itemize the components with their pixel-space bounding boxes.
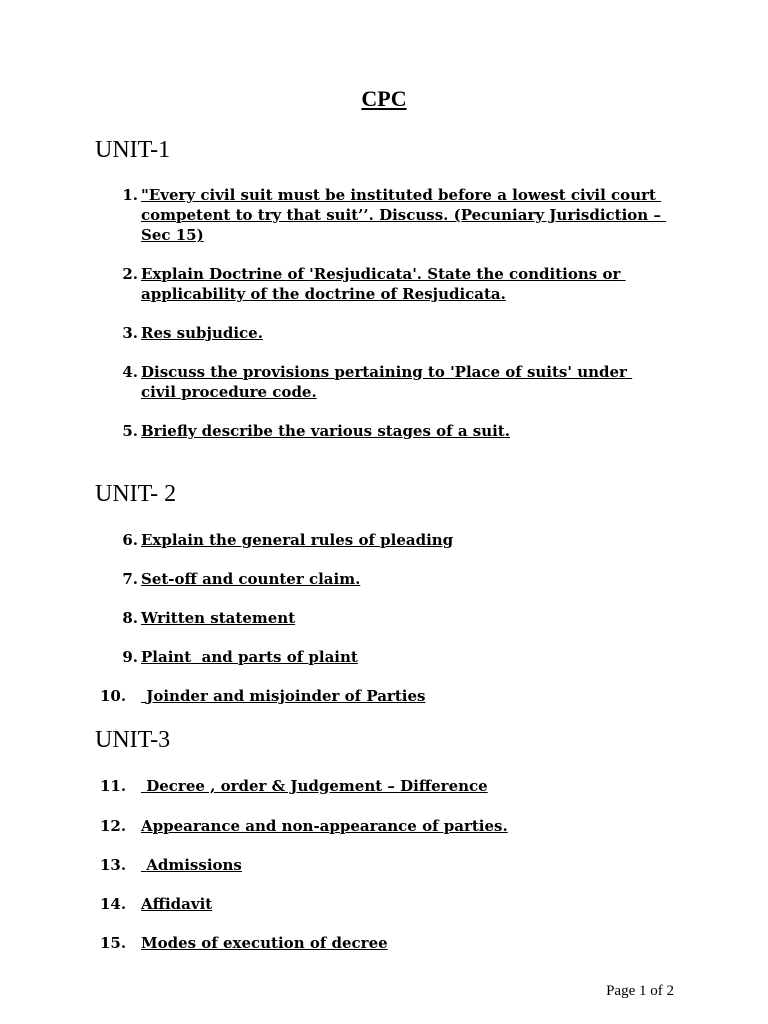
question-number: 11. xyxy=(100,777,127,795)
question-text: Explain the general rules of pleading xyxy=(141,531,454,549)
question-text: Appearance and non-appearance of parties. xyxy=(141,817,508,835)
question-text: Affidavit xyxy=(141,895,213,913)
question-number: 13. xyxy=(100,856,127,874)
question-text: Discuss the provisions pertaining to 'Place of suits' under civil procedure code. xyxy=(141,363,633,401)
question-number: 14. xyxy=(100,895,127,913)
page-number-footer: Page 1 of 2 xyxy=(606,983,674,999)
question-text: Written statement xyxy=(141,609,296,627)
question-number: 10. xyxy=(100,687,127,705)
question-text: "Every civil suit must be instituted before a lowest civil court competent to try that suit’’. Discuss. (Pecuniary Jurisdiction – Sec 15) xyxy=(141,186,667,244)
unit-heading-1: UNIT-1 xyxy=(95,137,171,163)
question-text: Res subjudice. xyxy=(141,324,263,342)
question-number: 15. xyxy=(100,934,127,952)
question-text: Briefly describe the various stages of a suit. xyxy=(141,422,510,440)
question-number: 2. xyxy=(122,265,138,283)
question-number: 4. xyxy=(122,363,138,381)
unit-heading-2: UNIT- 2 xyxy=(95,481,177,507)
question-text: Admissions xyxy=(141,856,242,874)
question-text: Explain Doctrine of 'Resjudicata'. State the conditions or applicability of the doctrine of Resjudicata. xyxy=(141,265,626,303)
question-number: 7. xyxy=(122,570,138,588)
document-title: CPC xyxy=(361,86,407,111)
question-text: Modes of execution of decree xyxy=(141,934,388,952)
question-number: 1. xyxy=(122,186,138,204)
unit-heading-3: UNIT-3 xyxy=(95,727,171,753)
question-number: 8. xyxy=(122,609,138,627)
question-text: Decree , order & Judgement – Difference xyxy=(141,777,488,795)
question-text: Set-off and counter claim. xyxy=(141,570,361,588)
question-number: 9. xyxy=(122,648,138,666)
question-number: 6. xyxy=(122,531,138,549)
question-number: 12. xyxy=(100,817,127,835)
question-number: 5. xyxy=(122,422,138,440)
question-number: 3. xyxy=(122,324,138,342)
question-text: Plaint and parts of plaint xyxy=(141,648,358,666)
question-text: Joinder and misjoinder of Parties xyxy=(141,687,426,705)
